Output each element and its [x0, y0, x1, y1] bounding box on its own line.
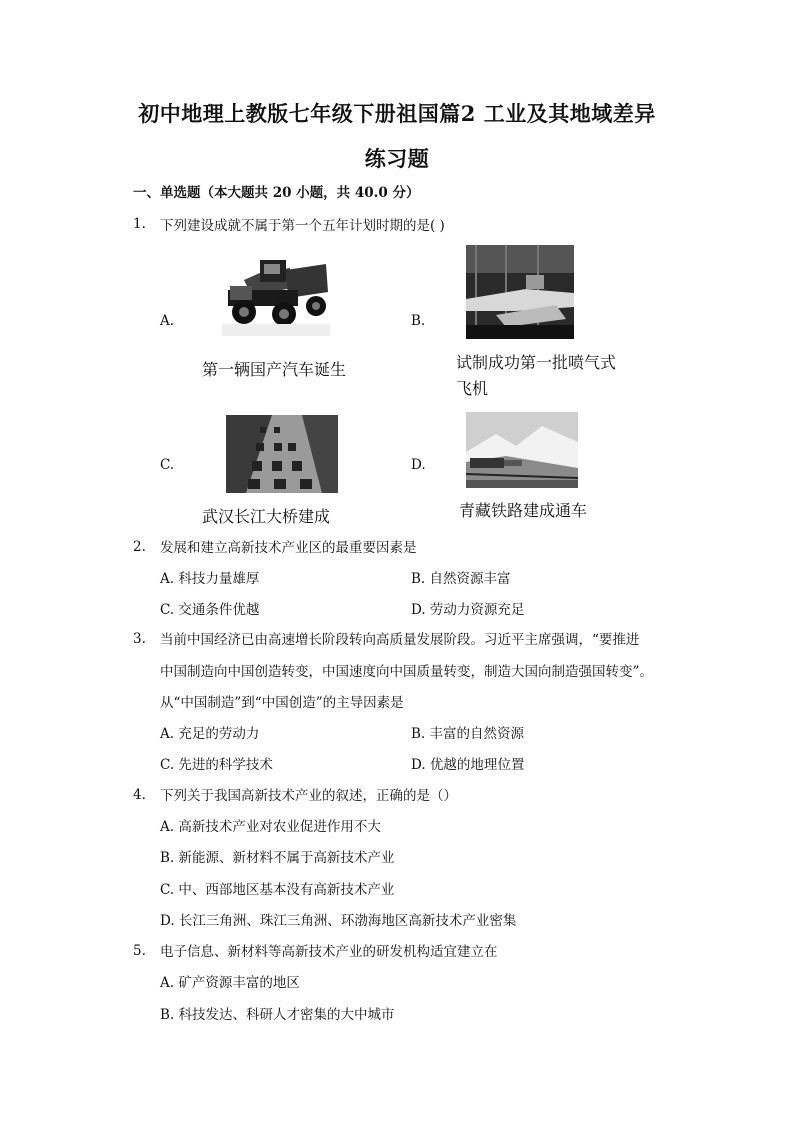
question-5-option-b: B. 科技发达、科研人才密集的大中城市 [160, 1007, 395, 1023]
question-2-option-a: A. 科技力量雄厚 [160, 571, 260, 587]
question-4-number: 4. [133, 787, 146, 803]
option-1b-label: B. [411, 313, 426, 329]
question-5-number: 5. [133, 943, 146, 959]
question-3-option-b: B. 丰富的自然资源 [411, 726, 525, 742]
question-3-number: 3. [133, 631, 146, 647]
question-2-number: 2. [133, 539, 146, 555]
question-4-option-c: C. 中、西部地区基本没有高新技术产业 [160, 882, 395, 898]
question-1-text: 下列建设成就不属于第一个五年计划时期的是( ) [160, 218, 445, 234]
option-1b-caption-line2: 飞机 [456, 379, 489, 398]
question-3-text-line1: 当前中国经济已由高速增长阶段转向高质量发展阶段。习近平主席强调，“要推进 [160, 632, 640, 648]
question-2-option-d: D. 劳动力资源充足 [411, 602, 525, 618]
question-2-text: 发展和建立高新技术产业区的最重要因素是 [160, 540, 417, 556]
option-1d-label: D. [411, 457, 426, 473]
document-subtitle: 练习题 [364, 146, 430, 171]
bridge-photo-icon [226, 415, 338, 493]
question-3-text-line3: 从“中国制造”到“中国创造”的主导因素是 [160, 695, 404, 711]
option-1a-label: A. [160, 313, 175, 329]
question-4-option-d: D. 长江三角洲、珠江三角洲、环渤海地区高新技术产业密集 [160, 913, 517, 929]
question-4-text: 下列关于我国高新技术产业的叙述，正确的是（） [160, 788, 457, 804]
question-4-option-a: A. 高新技术产业对农业促进作用不大 [160, 819, 381, 835]
question-3-option-c: C. 先进的科学技术 [160, 757, 273, 773]
question-5-text: 电子信息、新材料等高新技术产业的研发机构适宜建立在 [160, 944, 498, 960]
question-2-option-c: C. 交通条件优越 [160, 602, 260, 618]
truck-photo-icon [222, 250, 330, 336]
document-title: 初中地理上教版七年级下册祖国篇2 工业及其地域差异 [138, 101, 656, 126]
question-5-option-a: A. 矿产资源丰富的地区 [160, 975, 300, 991]
option-1a-caption: 第一辆国产汽车诞生 [202, 360, 347, 379]
question-4-option-b: B. 新能源、新材料不属于高新技术产业 [160, 850, 395, 866]
jet-factory-photo-icon [466, 245, 574, 339]
option-1b-caption-line1: 试制成功第一批喷气式 [456, 353, 617, 372]
option-1c-caption: 武汉长江大桥建成 [202, 507, 331, 526]
question-2-option-b: B. 自然资源丰富 [411, 571, 511, 587]
question-3-option-d: D. 优越的地理位置 [411, 757, 525, 773]
section-heading: 一、单选题（本大题共 20 小题，共 40.0 分） [133, 185, 420, 201]
question-1-number: 1. [133, 216, 146, 232]
question-3-option-a: A. 充足的劳动力 [160, 726, 260, 742]
option-1d-caption: 青藏铁路建成通车 [459, 501, 588, 520]
question-3-text-line2: 中国制造向中国创造转变，中国速度向中国质量转变，制造大国向制造强国转变”。 [160, 664, 653, 680]
railway-photo-icon [466, 412, 578, 488]
option-1c-label: C. [160, 457, 175, 473]
